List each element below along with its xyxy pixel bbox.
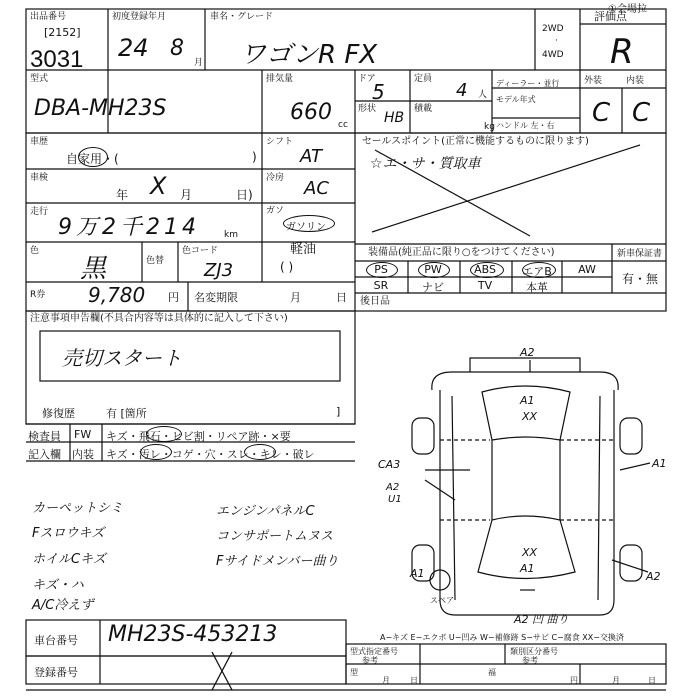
first-reg-label: 初度登録年月 (112, 12, 167, 22)
fuel-diesel: 軽油 (290, 242, 317, 257)
interior-score: C (632, 98, 651, 128)
name-change-month: 月 (290, 291, 301, 304)
interior-label: 内装 (626, 76, 645, 86)
diag-label-hood: A1 (520, 394, 535, 407)
mileage: 9万2千214 (58, 215, 200, 240)
doors: 5 (372, 80, 385, 104)
equip-airbag: エアB (522, 265, 552, 278)
diag-label-ca3: CA3 (378, 458, 401, 471)
footer-cell-month2: 月 (612, 676, 620, 685)
designated-label: 型式指定番号 (350, 647, 398, 656)
diag-label-rear-bumper: A2 凹 曲り (514, 613, 569, 626)
color-label: 色 (30, 246, 40, 256)
handle-label: ハンドル 左・右 (496, 121, 555, 130)
fuel-paren: ( ) (280, 260, 294, 274)
kg-unit: kg (484, 122, 495, 132)
sales-value: ☆エ・サ・質取車 (370, 156, 481, 172)
diag-label-hood-xx: XX (522, 410, 538, 423)
fw-label: FW (74, 428, 92, 441)
fuel-gasoline: ガソリン (286, 222, 326, 233)
aircon-label: 冷房 (266, 173, 285, 183)
car-name: ワゴンR FX (240, 40, 378, 70)
equip-aw: AW (578, 263, 596, 276)
km-unit: km (224, 230, 238, 240)
capacity-unit: 人 (478, 90, 488, 100)
equip-leather: 本革 (526, 281, 548, 294)
equip-ps: PS (374, 263, 388, 276)
doors-label: ドア (358, 74, 376, 84)
notes-label: 注意事項申告欄(不具合内容等は具体的に記入して下さい) (30, 313, 288, 324)
recycle-value: 9,780 (88, 283, 146, 307)
color: 黒 (80, 254, 107, 284)
footer-cell-type: 型 (350, 668, 358, 677)
remark-right-1: エンジンパネルC (216, 504, 315, 519)
score: R (610, 32, 634, 72)
wd-4: 4WD (542, 50, 564, 60)
history-label: 車歴 (30, 137, 49, 147)
recorder-label: 記入欄 (28, 448, 61, 461)
displacement: 660 (290, 100, 332, 125)
chassis-number: MH23S-453213 (108, 622, 278, 647)
inspection-day: 日) (236, 188, 253, 202)
repair-value: 有 [箇所 (106, 407, 147, 420)
remark-left-3: ホイルCキズ (32, 552, 106, 567)
model: DBA-MH23S (34, 96, 167, 121)
footer-cell-day2: 日 (648, 676, 656, 685)
repair-close: ] (336, 405, 341, 418)
diag-label-front: A2 (520, 346, 535, 359)
yen-unit: 円 (168, 291, 179, 304)
first-reg-year: 24 (118, 34, 149, 62)
remark-right-2: コンサポートムヌス (216, 529, 334, 544)
category-label: 類別区分番号 (510, 647, 558, 656)
repair-label: 修復歴 (42, 407, 75, 420)
name-change-day: 日 (336, 291, 347, 304)
car-name-label: 車名・グレード (210, 12, 274, 22)
footer-cell-day: 日 (410, 676, 418, 685)
legend-row2: キズ・汚レ・コゲ・穴・スレ・キレ・破レ (106, 448, 315, 461)
inspector-label: 検査員 (28, 430, 61, 443)
equip-sr: SR (373, 279, 389, 292)
month-unit: 月 (194, 58, 204, 68)
remark-left-4: キズ・ハ (32, 578, 84, 593)
shift: AT (300, 146, 322, 167)
model-label: 型式 (30, 74, 49, 84)
equip-navi: ナビ (422, 281, 444, 294)
designated-ref: 参考 (362, 656, 378, 665)
first-reg-month: 8 (170, 36, 184, 61)
diag-label-rear-xx: XX (522, 546, 538, 559)
diag-label-right-rear-a2: A2 (646, 570, 661, 583)
history-circle (78, 147, 108, 167)
shape-label: 形状 (358, 104, 377, 114)
diag-label-rear-a1: A1 (520, 562, 535, 575)
history-value: 自家用・( (66, 152, 119, 166)
lot-label: 出品番号 (30, 12, 67, 22)
remark-left-5: A/C冷えず (32, 598, 94, 613)
equip-abs: ABS (474, 263, 496, 276)
footer-cell-yen: 円 (570, 676, 578, 685)
remark-left-1: カーペットシミ (32, 501, 124, 516)
color-change-label: 色替 (146, 256, 165, 266)
category-ref: 参考 (522, 656, 538, 665)
interior-row-label: 内装 (72, 448, 94, 461)
remark-right-3: Fサイドメンバー曲り (216, 554, 339, 569)
new-warranty-label: 新車保証書 (617, 249, 663, 259)
capacity-label: 定員 (414, 74, 433, 84)
footer-cell-month: 月 (382, 676, 390, 685)
history-close: ) (252, 150, 257, 164)
reg-label: 登録番号 (34, 666, 78, 679)
inspection-year: 年 (116, 188, 129, 202)
color-code: ZJ3 (204, 260, 234, 281)
lot-sub: [2152] (44, 26, 81, 39)
top-right-note: ①会場拉 (608, 4, 647, 15)
diag-label-spare: スペア (430, 596, 454, 605)
back-seat-label: 後日品 (360, 296, 390, 307)
capacity: 4 (456, 80, 468, 101)
shape: HB (384, 110, 405, 126)
damage-legend: A−キズ E−エクボ U−凹み W−補修跡 S−サビ C−腐食 XX−交換済 (380, 633, 624, 642)
notes-value: 売切スタート (62, 346, 182, 370)
footer-cell-fuku: 福 (488, 668, 496, 677)
inspection-month: 月 (180, 188, 193, 202)
load-label: 積載 (414, 104, 433, 114)
diag-label-right-a1: A1 (652, 457, 667, 470)
remark-left-2: Fスロウキズ (32, 526, 105, 541)
diag-label-left-u1: U1 (388, 494, 402, 505)
score-label: 評価点 (594, 10, 627, 23)
inspection-label: 車検 (30, 173, 49, 183)
name-change-label: 名変期限 (194, 291, 238, 304)
chassis-label: 車台番号 (34, 634, 78, 647)
wd-2: 2WD (542, 24, 564, 34)
exterior-score: C (592, 98, 611, 128)
lot-number: 3031 (30, 46, 84, 73)
legend-row1: キズ・飛石・ヒビ割・リペア跡・×要 (106, 430, 291, 443)
diag-label-left-rear-a1: A1 (410, 567, 425, 580)
equip-pw: PW (424, 263, 442, 276)
exterior-label: 外装 (584, 76, 603, 86)
recycle-label: R券 (30, 290, 46, 300)
dealer-label: ディーラー・並行 (496, 79, 560, 88)
equip-tv: TV (477, 279, 493, 292)
sales-label: セールスポイント(正常に機能するものに限ります) (362, 136, 589, 147)
new-warranty: 有・無 (622, 272, 659, 286)
aircon: AC (304, 178, 329, 199)
cc-unit: cc (338, 120, 348, 130)
shift-label: シフト (266, 137, 294, 147)
color-code-label: 色コード (182, 246, 219, 256)
displacement-label: 排気量 (266, 74, 294, 84)
reg-value (216, 656, 217, 657)
mileage-label: 走行 (30, 207, 49, 217)
equip-label: 装備品(純正品に限り○をつけてください) (368, 247, 555, 258)
diag-label-left-a2: A2 (386, 482, 400, 493)
model-year-label: モデル年式 (496, 95, 536, 104)
